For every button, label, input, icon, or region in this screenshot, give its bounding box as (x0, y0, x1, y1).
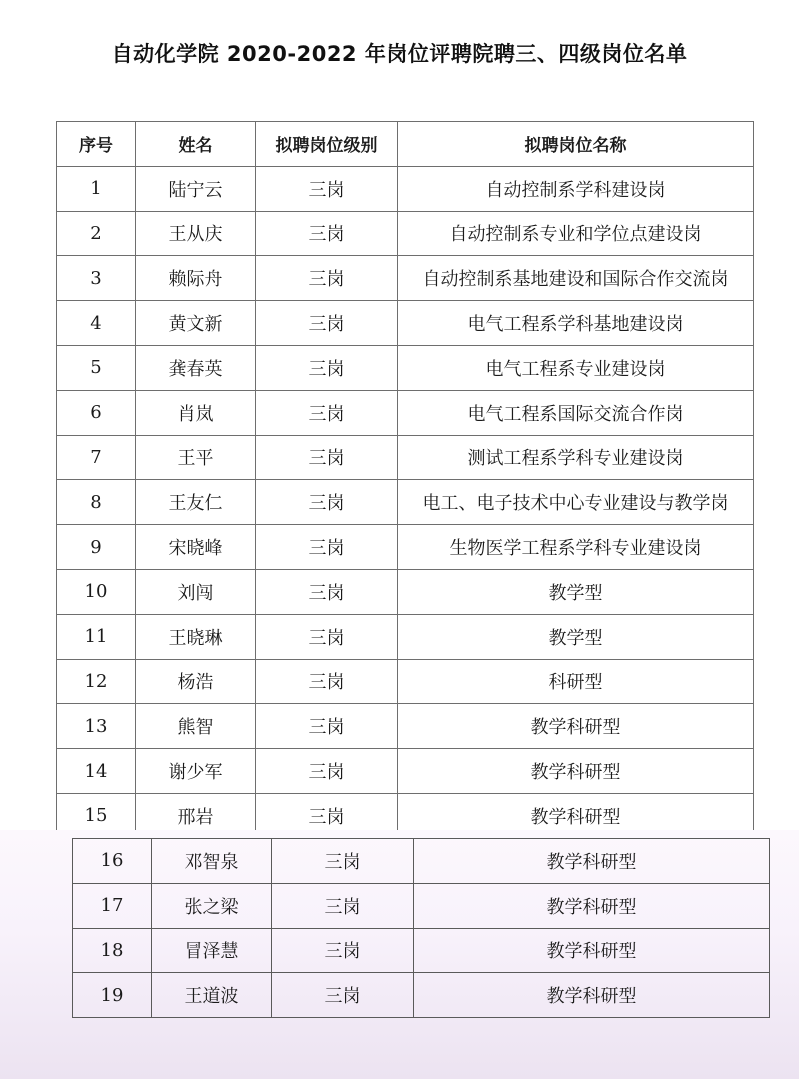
table-row (57, 704, 754, 749)
cell-name: 王道波 (152, 973, 272, 1018)
cell-level: 三岗 (256, 301, 398, 346)
cell-name: 王从庆 (136, 211, 256, 256)
table-row (73, 973, 770, 1018)
cell-name: 赖际舟 (136, 256, 256, 301)
header-position: 拟聘岗位名称 (398, 122, 754, 167)
cell-level: 三岗 (256, 749, 398, 794)
cell-position: 教学科研型 (398, 749, 754, 794)
cell-index: 10 (57, 569, 136, 614)
cell-position: 电工、电子技术中心专业建设与教学岗 (398, 480, 754, 525)
document-title: 自动化学院 2020-2022 年岗位评聘院聘三、四级岗位名单 (111, 42, 688, 66)
cell-position: 电气工程系专业建设岗 (398, 345, 754, 390)
cell-position: 自动控制系专业和学位点建设岗 (398, 211, 754, 256)
cell-name: 陆宁云 (136, 166, 256, 211)
cell-position: 测试工程系学科专业建设岗 (398, 435, 754, 480)
cell-level: 三岗 (256, 166, 398, 211)
cell-index: 19 (73, 973, 152, 1018)
cell-position: 教学科研型 (414, 839, 770, 884)
table-row (73, 883, 770, 928)
table-row (57, 569, 754, 614)
header-index: 序号 (57, 122, 136, 167)
cell-position: 电气工程系学科基地建设岗 (398, 301, 754, 346)
table-header-row (57, 122, 754, 167)
cell-name: 张之梁 (152, 883, 272, 928)
cell-level: 三岗 (256, 480, 398, 525)
cell-index: 5 (57, 345, 136, 390)
table-row (57, 390, 754, 435)
cell-level: 三岗 (272, 883, 414, 928)
cell-level: 三岗 (256, 614, 398, 659)
cell-position: 教学型 (398, 569, 754, 614)
appointment-table-continued (72, 838, 770, 1018)
cell-name: 龚春英 (136, 345, 256, 390)
cell-level: 三岗 (272, 839, 414, 884)
cell-name: 邢岩 (136, 793, 256, 838)
table-row (57, 749, 754, 794)
cell-index: 2 (57, 211, 136, 256)
cell-position: 教学科研型 (414, 883, 770, 928)
table-row (57, 659, 754, 704)
cell-position: 教学科研型 (414, 928, 770, 973)
cell-name: 黄文新 (136, 301, 256, 346)
cell-level: 三岗 (256, 704, 398, 749)
cell-position: 生物医学工程系学科专业建设岗 (398, 525, 754, 570)
table-row (57, 301, 754, 346)
cell-name: 刘闯 (136, 569, 256, 614)
cell-name: 杨浩 (136, 659, 256, 704)
cell-index: 4 (57, 301, 136, 346)
cell-level: 三岗 (256, 525, 398, 570)
cell-position: 自动控制系基地建设和国际合作交流岗 (398, 256, 754, 301)
cell-index: 17 (73, 883, 152, 928)
cell-name: 谢少军 (136, 749, 256, 794)
cell-name: 熊智 (136, 704, 256, 749)
appointment-table (56, 121, 754, 839)
cell-level: 三岗 (256, 256, 398, 301)
cell-position: 教学科研型 (398, 793, 754, 838)
cell-level: 三岗 (272, 928, 414, 973)
cell-level: 三岗 (256, 569, 398, 614)
cell-name: 王友仁 (136, 480, 256, 525)
cell-index: 7 (57, 435, 136, 480)
cell-position: 科研型 (398, 659, 754, 704)
cell-index: 14 (57, 749, 136, 794)
cell-name: 宋晓峰 (136, 525, 256, 570)
cell-position: 电气工程系国际交流合作岗 (398, 390, 754, 435)
cell-name: 王晓琳 (136, 614, 256, 659)
cell-name: 邓智泉 (152, 839, 272, 884)
cell-level: 三岗 (256, 435, 398, 480)
table-row (57, 345, 754, 390)
cell-position: 教学型 (398, 614, 754, 659)
cell-index: 3 (57, 256, 136, 301)
cell-level: 三岗 (256, 659, 398, 704)
table-row (57, 435, 754, 480)
table-row (73, 928, 770, 973)
table-row (57, 211, 754, 256)
cell-level: 三岗 (256, 211, 398, 256)
cell-index: 6 (57, 390, 136, 435)
header-name: 姓名 (136, 122, 256, 167)
table-row (73, 839, 770, 884)
cell-index: 12 (57, 659, 136, 704)
cell-level: 三岗 (256, 793, 398, 838)
cell-level: 三岗 (272, 973, 414, 1018)
cell-index: 1 (57, 166, 136, 211)
cell-index: 18 (73, 928, 152, 973)
cell-index: 9 (57, 525, 136, 570)
cell-index: 8 (57, 480, 136, 525)
cell-name: 冒泽慧 (152, 928, 272, 973)
table-row (57, 166, 754, 211)
cell-level: 三岗 (256, 390, 398, 435)
cell-name: 王平 (136, 435, 256, 480)
table-row (57, 256, 754, 301)
cell-level: 三岗 (256, 345, 398, 390)
cell-position: 自动控制系学科建设岗 (398, 166, 754, 211)
cell-index: 11 (57, 614, 136, 659)
cell-position: 教学科研型 (414, 973, 770, 1018)
cell-index: 13 (57, 704, 136, 749)
cell-index: 15 (57, 793, 136, 838)
header-level: 拟聘岗位级别 (256, 122, 398, 167)
table-row (57, 614, 754, 659)
table-row (57, 480, 754, 525)
cell-position: 教学科研型 (398, 704, 754, 749)
table-row (57, 525, 754, 570)
cell-name: 肖岚 (136, 390, 256, 435)
cell-index: 16 (73, 839, 152, 884)
